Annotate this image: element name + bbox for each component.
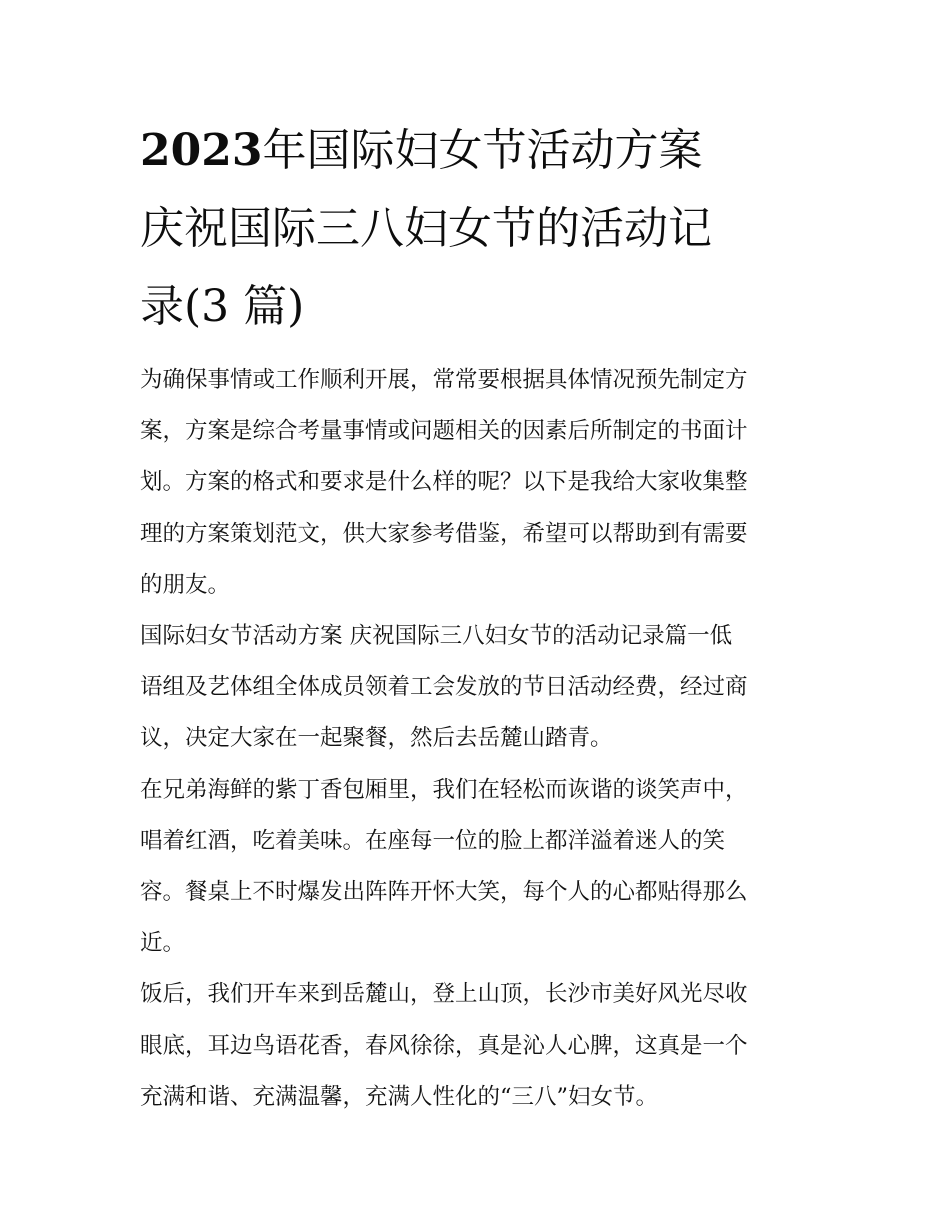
title-line	[140, 190, 840, 268]
body-line: 划。方案的格式和要求是什么样的呢？以下是我给大家收集整	[140, 469, 748, 496]
body-line: 国际妇女节活动方案 庆祝国际三八妇女节的活动记录篇一低	[140, 623, 733, 650]
body-line: 近。	[140, 930, 186, 957]
body-line: 在兄弟海鲜的紫丁香包厢里，我们在轻松而诙谐的谈笑声中，	[140, 776, 748, 803]
title-year: 2023	[140, 125, 263, 176]
body-line: 眼底，耳边鸟语花香，春风徐徐，真是沁人心脾，这真是一个	[140, 1032, 748, 1059]
body-line: 语组及艺体组全体成员领着工会发放的节日活动经费，经过商	[140, 674, 748, 701]
title-text: 庆祝国际三八妇女节的活动记	[140, 203, 712, 254]
document-title	[140, 112, 840, 346]
body-line: 的朋友。	[140, 571, 231, 598]
body-line: 唱着红酒，吃着美味。在座每一位的脸上都洋溢着迷人的笑	[140, 827, 726, 854]
title-line	[140, 268, 840, 346]
body-line: 案，方案是综合考量事情或问题相关的因素后所制定的书面计	[140, 418, 748, 445]
title-text: 录(3 篇)	[140, 281, 305, 332]
body-line: 议，决定大家在一起聚餐，然后去岳麓山踏青。	[140, 725, 613, 752]
body-line: 为确保事情或工作顺利开展，常常要根据具体情况预先制定方	[140, 367, 748, 393]
title-text: 年国际妇女节活动方案	[262, 125, 703, 176]
document-body	[140, 355, 820, 1123]
body-line: 容。餐桌上不时爆发出阵阵开怀大笑，每个人的心都贴得那么	[140, 879, 748, 906]
title-line	[140, 112, 840, 190]
body-line: 饭后，我们开车来到岳麓山，登上山顶，长沙市美好风光尽收	[140, 981, 748, 1008]
body-line: 理的方案策划范文，供大家参考借鉴，希望可以帮助到有需要	[140, 520, 748, 547]
body-line: 充满和谐、充满温馨，充满人性化的“三八”妇女节。	[140, 1083, 659, 1110]
